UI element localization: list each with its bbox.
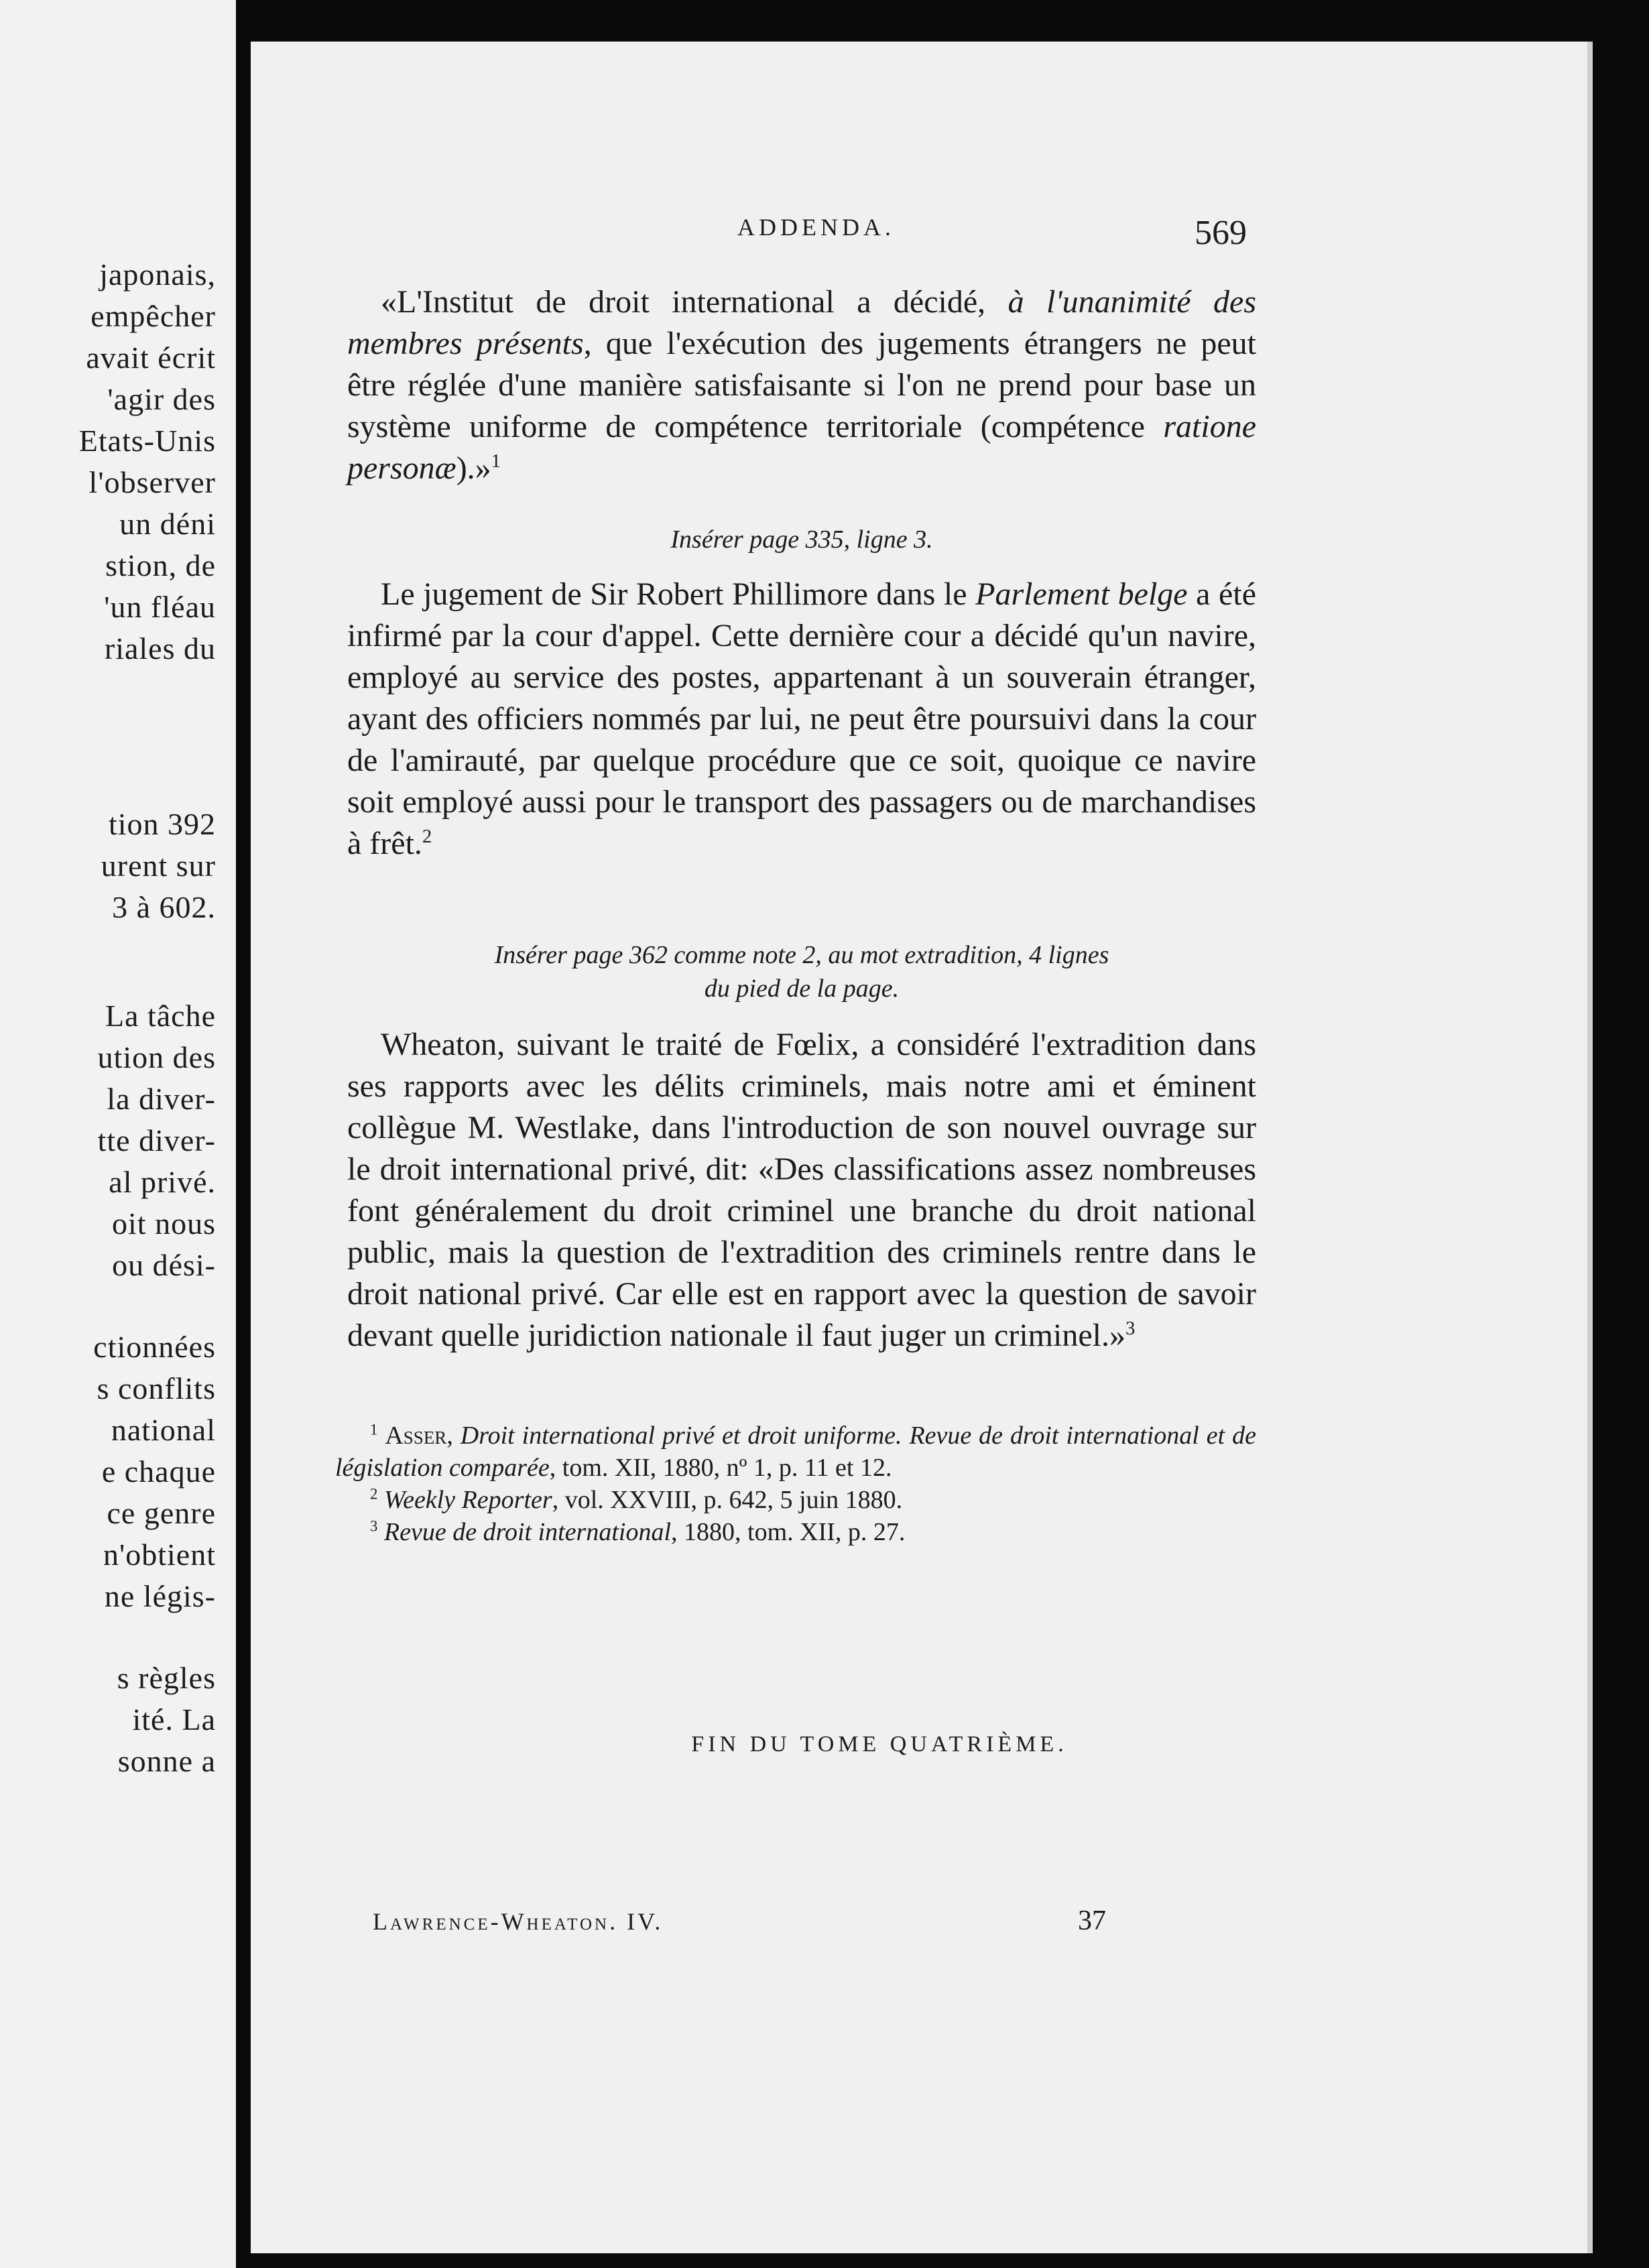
signature-mark: Lawrence-Wheaton. IV. xyxy=(373,1908,664,1935)
insert-instruction-2-line1: Insérer page 362 comme note 2, au mot extradition, 4 lignes xyxy=(494,941,1109,969)
left-page-line: national xyxy=(111,1413,216,1447)
footnotes xyxy=(335,1420,1256,1548)
left-page-line: s règles xyxy=(117,1661,216,1695)
page-edge xyxy=(1587,42,1593,2253)
left-page-line: s conflits xyxy=(97,1371,216,1405)
left-page-line: ctionnées xyxy=(93,1330,216,1364)
footnote-1: $^1$ Asser, Droit international privé et droit uniforme. Revue de droit international et de législation comparée, tom. XII, 1880, nº 1, p. 11 et 12. xyxy=(335,1421,1256,1482)
left-page-line: n'obtient xyxy=(103,1537,216,1572)
running-header: ADDENDA. xyxy=(737,214,895,241)
footnote-ref-3: 3 xyxy=(1125,1318,1136,1339)
left-page-line: urent sur xyxy=(101,848,216,883)
left-page-line: ité. La xyxy=(132,1702,216,1737)
left-page-line: la diver- xyxy=(107,1082,216,1116)
sheet-number: 37 xyxy=(1078,1905,1106,1936)
left-page-line: japonais, xyxy=(99,257,216,292)
left-page-line: 'un fléau xyxy=(104,590,216,624)
left-page-line: al privé. xyxy=(109,1165,216,1199)
left-page-line: oit nous xyxy=(112,1206,216,1241)
left-page-line: ne légis- xyxy=(104,1579,216,1613)
left-page-line: empêcher xyxy=(90,299,216,333)
footnote-2: $^2$ Weekly Reporter, vol. XXVIII, p. 642, 5 juin 1880. xyxy=(370,1485,903,1514)
left-page-line: La tâche xyxy=(105,999,216,1033)
left-page-line: ce genre xyxy=(107,1496,216,1530)
left-page-line: ou dési- xyxy=(112,1248,216,1282)
left-page-line: riales du xyxy=(104,631,216,666)
insert-instruction-2 xyxy=(347,938,1256,1005)
paragraph-wheaton: Wheaton, suivant le traité de Fœlix, a considéré l'extradition dans ses rapports avec les délits criminels, mais notre ami et éminent collègue M. Westlake, dans l'introduction de son nouvel ouvrage sur le droit international privé, dit: «Des classifications assez nombreuses font généralement du droit criminel une branche du droit national public, mais la question de l'extradition des criminels rentre dans le droit national privé. Car elle est en rapport avec la question de savoir devant quelle juridiction nationale il faut juger un criminel.»$^3$ xyxy=(347,1027,1256,1353)
end-of-volume: FIN DU TOME QUATRIÈME. xyxy=(691,1732,1068,1757)
left-page-line: ution des xyxy=(97,1040,216,1074)
left-page-line: stion, de xyxy=(105,548,216,582)
left-page-line: tte diver- xyxy=(97,1123,216,1157)
left-page-line: tion 392 xyxy=(108,807,216,841)
left-page-line: l'observer xyxy=(88,465,216,499)
left-page-line: un déni xyxy=(119,507,216,541)
insert-instruction-2-line2: du pied de la page. xyxy=(704,974,900,1003)
insert-instruction-1: Insérer page 335, ligne 3. xyxy=(670,525,933,554)
left-page-line: sonne a xyxy=(117,1744,216,1778)
footnote-3: $^3$ Revue de droit international, 1880, tom. XII, p. 27. xyxy=(370,1517,906,1546)
page-number: 569 xyxy=(1195,214,1247,252)
left-page-line: e chaque xyxy=(101,1454,216,1489)
left-page-line: 3 à 602. xyxy=(112,890,216,924)
left-page xyxy=(0,0,236,2268)
left-page-line: avait écrit xyxy=(86,340,216,375)
left-page-line: Etats-Unis xyxy=(78,424,216,458)
footnote-ref-2: 2 xyxy=(422,826,432,847)
footnote-ref-1: 1 xyxy=(491,450,501,472)
paragraph-institut: «L'Institut de droit international a décidé, à l'unanimité des membres présents, que l'exécution des jugements étrangers ne peut être réglée d'une manière satisfaisante si l'on ne prend pour base un système uniforme de compétence territoriale (compétence ratione personæ).»$^1$ xyxy=(347,284,1256,486)
left-page-line: 'agir des xyxy=(107,382,216,416)
paragraph-phillimore: Le jugement de Sir Robert Phillimore dans le Parlement belge a été infirmé par la cour d'appel. Cette dernière cour a décidé qu'un navire, employé au service des postes, appartenant à un souverain étranger, ayant des officiers nommés par lui, ne peut être poursuivi dans la cour de l'amirauté, par quelque procédure que ce soit, quoique ce navire soit employé aussi pour le transport des passagers ou de marchandises à frêt.$^2$ xyxy=(347,576,1256,861)
